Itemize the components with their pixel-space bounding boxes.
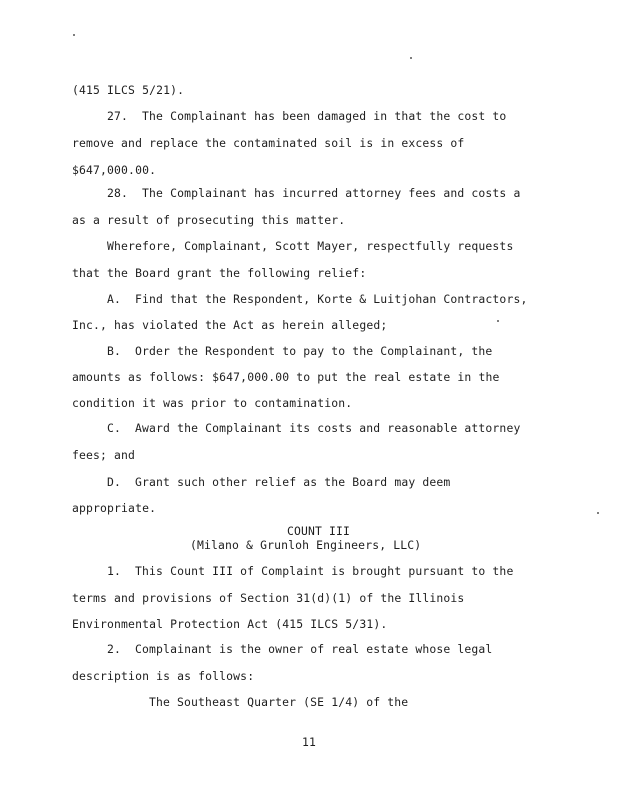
relief-d-line-2: appropriate.	[72, 501, 157, 515]
paragraph-28-line-2: as a result of prosecuting this matter.	[72, 213, 346, 227]
count-para-1-line-2: terms and provisions of Section 31(d)(1) of the Illinois	[72, 591, 465, 605]
count-para-1-line-3: Environmental Protection Act (415 ILCS 5/31).	[72, 617, 388, 631]
count-heading: COUNT III	[287, 524, 351, 538]
relief-c-line-1: C. Award the Complainant its costs and reasonable attorney	[107, 421, 521, 435]
relief-c-line-2: fees; and	[72, 448, 136, 462]
paragraph-27-line-2: remove and replace the contaminated soil is in excess of	[72, 136, 465, 150]
count-para-2-line-1: 2. Complainant is the owner of real estate whose legal	[107, 642, 493, 656]
wherefore-line-1: Wherefore, Complainant, Scott Mayer, respectfully requests	[107, 239, 514, 253]
paragraph-27-line-1: 27. The Complainant has been damaged in that the cost to	[107, 109, 507, 123]
paragraph-27-line-3: $647,000.00.	[72, 163, 157, 177]
scan-speck	[497, 320, 499, 322]
scan-speck	[597, 512, 599, 514]
relief-b-line-1: B. Order the Respondent to pay to the Complainant, the	[107, 344, 493, 358]
count-para-1-line-1: 1. This Count III of Complaint is brought pursuant to the	[107, 564, 514, 578]
scan-speck	[73, 34, 75, 36]
relief-d-line-1: D. Grant such other relief as the Board may deem	[107, 475, 451, 489]
relief-a-line-1: A. Find that the Respondent, Korte & Luitjohan Contractors,	[107, 292, 528, 306]
scan-speck	[410, 57, 412, 59]
text-line: (415 ILCS 5/21).	[72, 83, 185, 97]
paragraph-28-line-1: 28. The Complainant has incurred attorney fees and costs a	[107, 186, 521, 200]
count-subheading: (Milano & Grunloh Engineers, LLC)	[190, 538, 422, 552]
relief-a-line-2: Inc., has violated the Act as herein alleged;	[72, 318, 388, 332]
count-para-2-line-2: description is as follows:	[72, 669, 255, 683]
page-number: 11	[302, 735, 317, 749]
wherefore-line-2: that the Board grant the following relief:	[72, 266, 367, 280]
relief-b-line-2: amounts as follows: $647,000.00 to put the real estate in the	[72, 370, 500, 384]
legal-description-line: The Southeast Quarter (SE 1/4) of the	[149, 695, 409, 709]
relief-b-line-3: condition it was prior to contamination.	[72, 396, 353, 410]
